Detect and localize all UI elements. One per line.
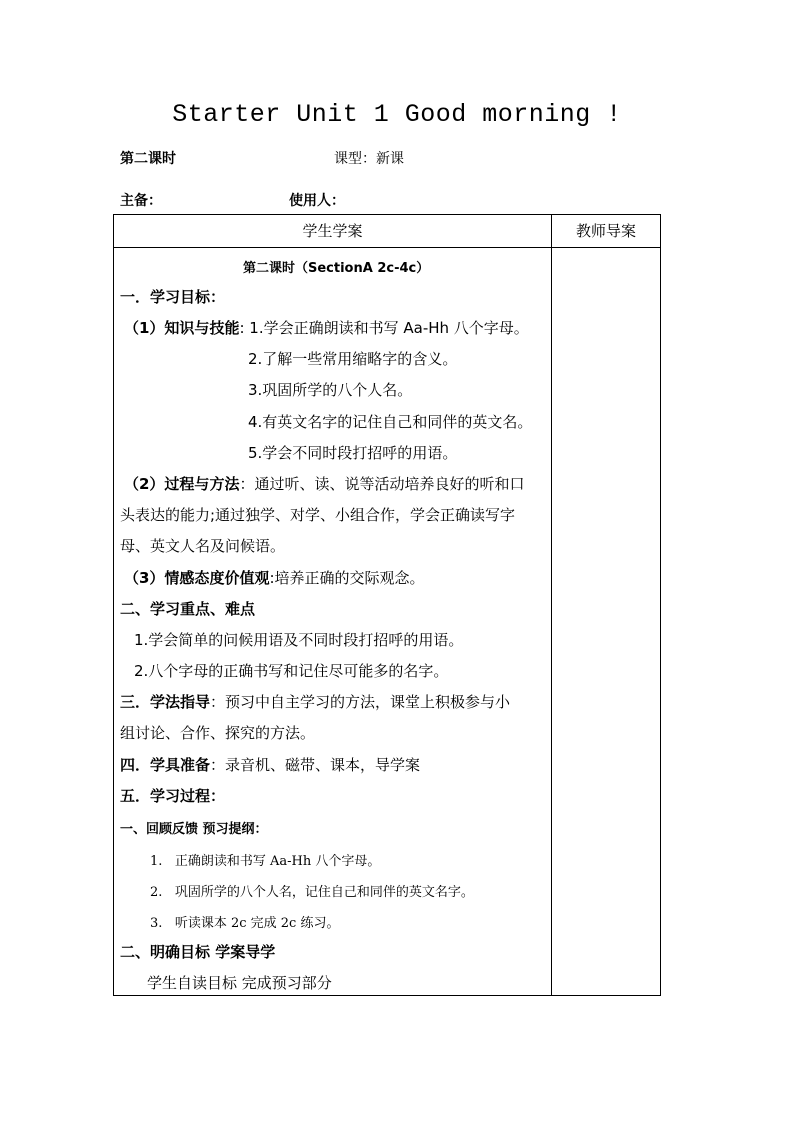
lesson-plan-table <box>113 214 661 996</box>
lesson-label: 第二课时 <box>120 151 176 167</box>
tools-text: ：录音机、磁带、课本，导学案 <box>210 756 421 774</box>
knowledge-item-3: 3.巩固所学的八个人名。 <box>248 381 413 399</box>
review-item-2-text: 巩固所学的八个人名，记住自己和同伴的英文名字。 <box>174 885 474 900</box>
review-item-1 <box>150 850 380 869</box>
main-preparer-label: 主备： <box>120 193 162 209</box>
process-heading: 五．学习过程： <box>120 787 226 805</box>
process-method-line-2: 头表达的能力;通过独学、对学、小组合作，学会正确读写字 <box>120 506 516 524</box>
clarify-heading: 二、明确目标 学案导学 <box>120 943 276 961</box>
user-label: 使用人： <box>289 193 345 209</box>
clarify-text: 学生自读目标 完成预习部分 <box>147 974 332 992</box>
study-method-line-2: 组讨论、合作、探究的方法。 <box>120 724 316 742</box>
emotion-attitude-line <box>124 567 425 588</box>
tools-label: 四．学具准备 <box>120 756 211 774</box>
focus-item-1: 1.学会简单的问候用语及不同时段打招呼的用语。 <box>134 631 464 649</box>
process-method-label: （2）过程与方法 <box>124 475 240 493</box>
course-type-value: 新课 <box>376 151 404 167</box>
review-item-3-text: 听读课本 2c 完成 2c 练习。 <box>174 916 340 931</box>
review-item-2-number: 2. <box>150 885 163 900</box>
student-plan-header: 学生学案 <box>302 222 363 240</box>
knowledge-skills-label: （1）知识与技能 <box>124 319 240 337</box>
knowledge-item-4: 4.有英文名字的记住自己和同伴的英文名。 <box>248 413 533 431</box>
header-divider <box>114 247 660 248</box>
focus-item-2: 2.八个字母的正确书写和记住尽可能多的名字。 <box>134 662 449 680</box>
knowledge-item-1: 1.学会正确朗读和书写 Aa-Hh 八个字母。 <box>249 319 529 337</box>
review-item-1-number: 1. <box>150 854 163 869</box>
process-method-line-3: 母、英文人名及问候语。 <box>120 537 286 555</box>
review-item-2 <box>150 881 474 900</box>
knowledge-skills-line: （1）知识与技能: 1.学会正确朗读和书写 Aa-Hh 八个字母。 <box>124 319 529 337</box>
review-heading: 一、回顾反馈 预习提纲： <box>120 822 268 837</box>
tools-line <box>120 754 420 775</box>
knowledge-item-2: 2.了解一些常用缩略字的含义。 <box>248 350 458 368</box>
course-type-label: 课型： <box>334 151 376 167</box>
emotion-attitude-label: （3）情感态度价值观 <box>124 569 270 587</box>
knowledge-item-5: 5.学会不同时段打招呼的用语。 <box>248 444 458 462</box>
course-type <box>334 148 404 168</box>
lesson-heading: 第二课时（SectionA 2c-4c） <box>243 261 430 276</box>
review-item-3-number: 3. <box>150 916 163 931</box>
review-item-1-text: 正确朗读和书写 Aa-Hh 八个字母。 <box>174 854 381 869</box>
teacher-guide-header: 教师导案 <box>575 222 636 240</box>
goals-heading: 一．学习目标： <box>120 288 226 306</box>
focus-heading: 二、学习重点、难点 <box>120 600 256 618</box>
study-method-line-1 <box>120 691 510 712</box>
review-item-3 <box>150 912 339 931</box>
process-method-text-1: ：通过听、读、说等活动培养良好的听和口 <box>239 475 525 493</box>
study-method-text-1: ：预习中自主学习的方法，课堂上积极参与小 <box>210 693 511 711</box>
page-title: Starter Unit 1 Good morning ! <box>172 100 622 129</box>
process-method-line-1 <box>124 473 524 494</box>
column-divider <box>551 215 552 995</box>
emotion-attitude-text: :培养正确的交际观念。 <box>269 569 425 587</box>
study-method-label: 三．学法指导 <box>120 693 211 711</box>
